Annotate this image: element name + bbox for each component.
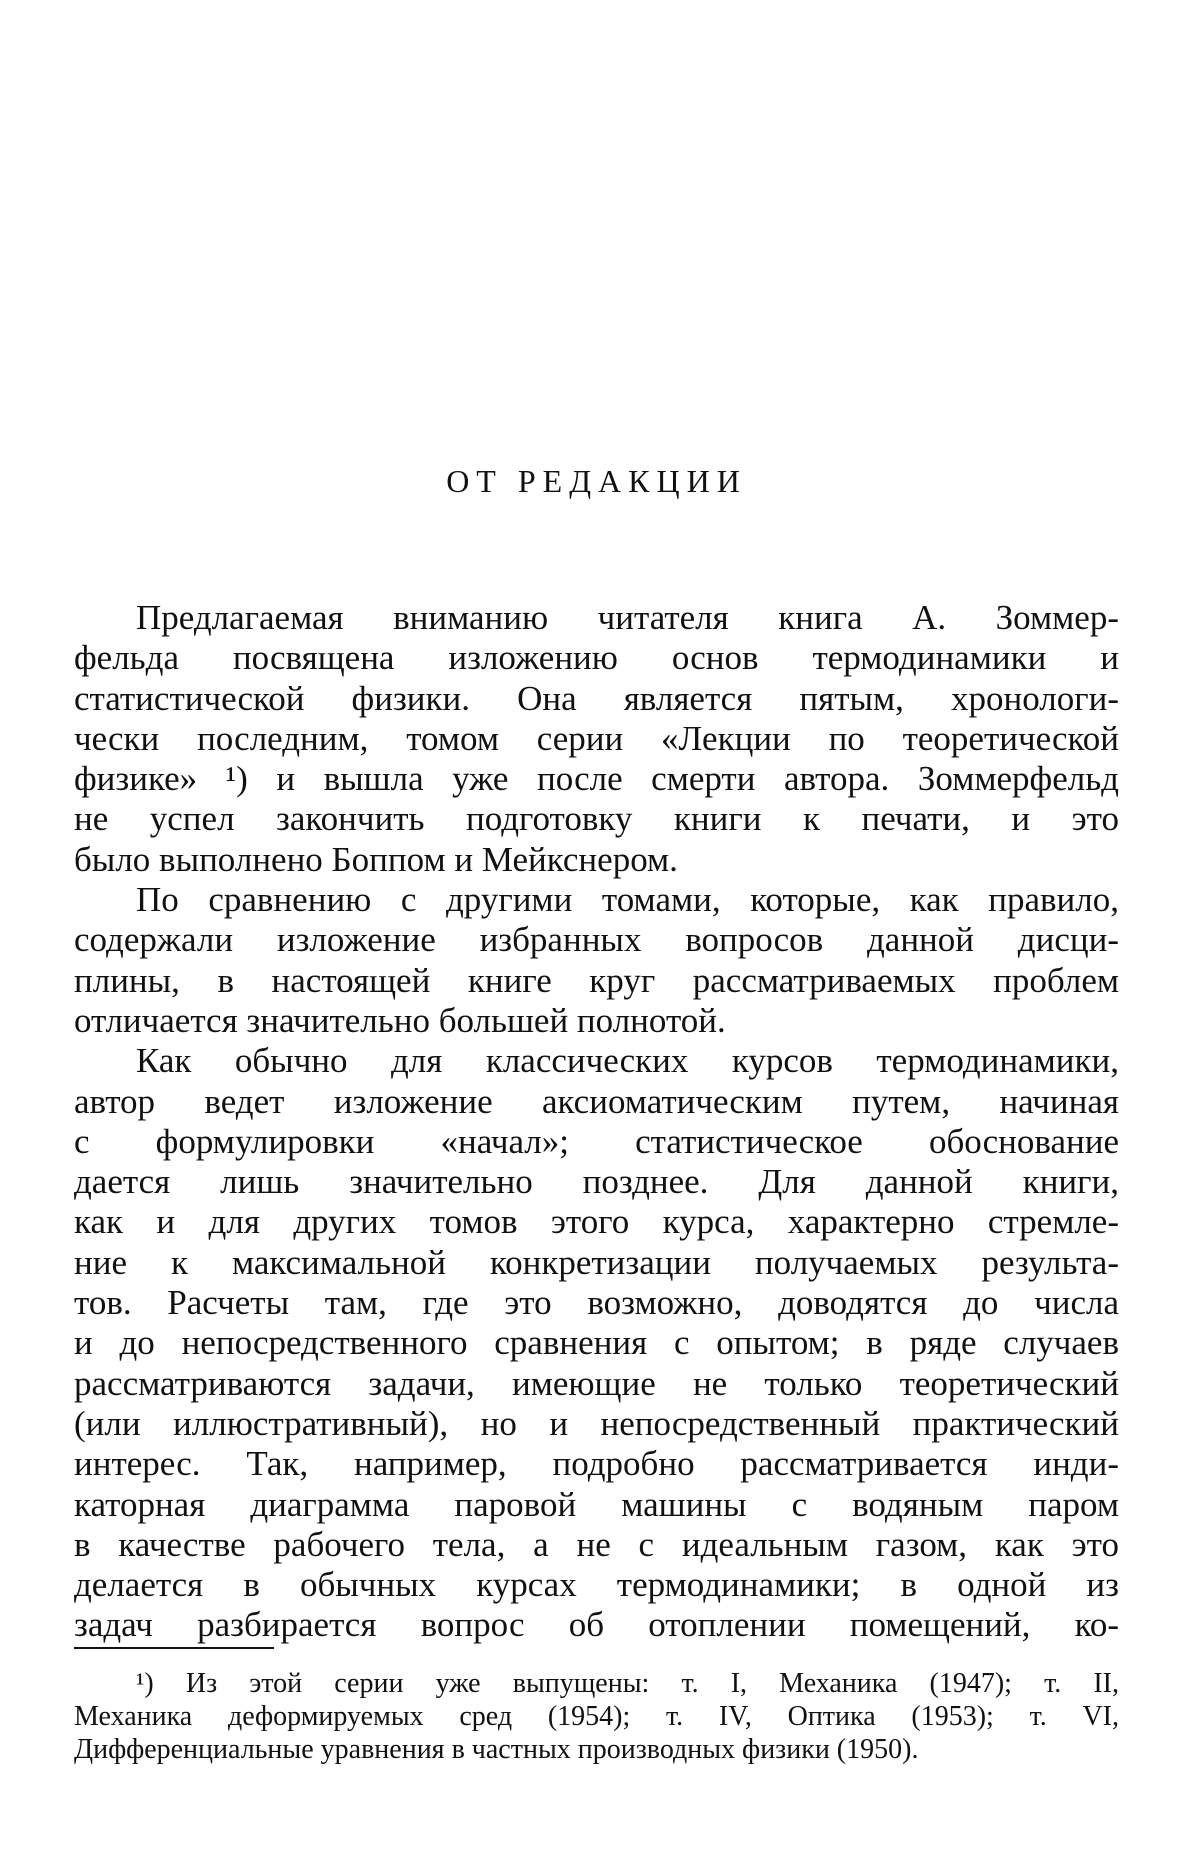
footnotes [74, 1667, 1119, 1766]
footnote-line: ¹) Из этой серии уже выпущены: т. I, Механика (1947); т. II, [136, 1668, 1119, 1699]
text-line: чески последним, томом серии «Лекции по теоретической [74, 718, 1119, 758]
text-line: в качестве рабочего тела, а не с идеальным газом, как это [74, 1524, 1119, 1564]
text-line: рассматриваются задачи, имеющие не только теоретический [74, 1363, 1119, 1403]
text-line: не успел закончить подготовку книги к печати, и это [74, 799, 1119, 839]
text-line: с формулировки «начал»; статистическое обоснование [74, 1121, 1119, 1161]
text-line: статистической физики. Она является пятым, хронологи- [74, 678, 1119, 718]
text-line: и до непосредственного сравнения с опытом; в ряде случаев [74, 1323, 1119, 1363]
text-line: содержали изложение избранных вопросов данной дисци- [74, 920, 1119, 960]
footnote-rule [74, 1647, 274, 1649]
text-line: дается лишь значительно позднее. Для данной книги, [74, 1162, 1119, 1202]
text-line: плины, в настоящей книге круг рассматриваемых проблем [74, 960, 1119, 1000]
text-line: каторная диаграмма паровой машины с водяным паром [74, 1484, 1119, 1524]
text-line: автор ведет изложение аксиоматическим путем, начиная [74, 1081, 1119, 1121]
text-line: отличается значительно большей полнотой. [74, 1000, 726, 1040]
body-text [74, 598, 1119, 1646]
text-line: было выполнено Боппом и Мейкснером. [74, 839, 678, 879]
text-line: фельда посвящена изложению основ термодинамики и [74, 638, 1119, 678]
text-line: (или иллюстративный), но и непосредственный практический [74, 1403, 1119, 1443]
text-line: делается в обычных курсах термодинамики; в одной из [74, 1565, 1119, 1605]
text-line: задач разбирается вопрос об отоплении помещений, ко- [74, 1605, 1119, 1645]
document-page [74, 0, 1119, 1860]
text-line: тов. Расчеты там, где это возможно, доводятся до числа [74, 1283, 1119, 1323]
page-heading: ОТ РЕДАКЦИИ [446, 463, 747, 499]
footnote-line: Механика деформируемых сред (1954); т. IV, Оптика (1953); т. VI, [74, 1701, 1119, 1732]
text-line: как и для других томов этого курса, характерно стремле- [74, 1202, 1119, 1242]
text-line: физике» ¹) и вышла уже после смерти автора. Зоммерфельд [74, 759, 1119, 799]
text-line: интерес. Так, например, подробно рассматривается инди- [74, 1444, 1119, 1484]
text-line: Предлагаемая вниманию читателя книга А. Зоммер- [136, 598, 1119, 637]
text-line: По сравнению с другими томами, которые, как правило, [136, 880, 1119, 920]
text-line: ние к максимальной конкретизации получаемых результа- [74, 1242, 1119, 1282]
footnote-line: Дифференциальные уравнения в частных производных физики (1950). [74, 1734, 919, 1765]
text-line: Как обычно для классических курсов термодинамики, [136, 1041, 1119, 1081]
